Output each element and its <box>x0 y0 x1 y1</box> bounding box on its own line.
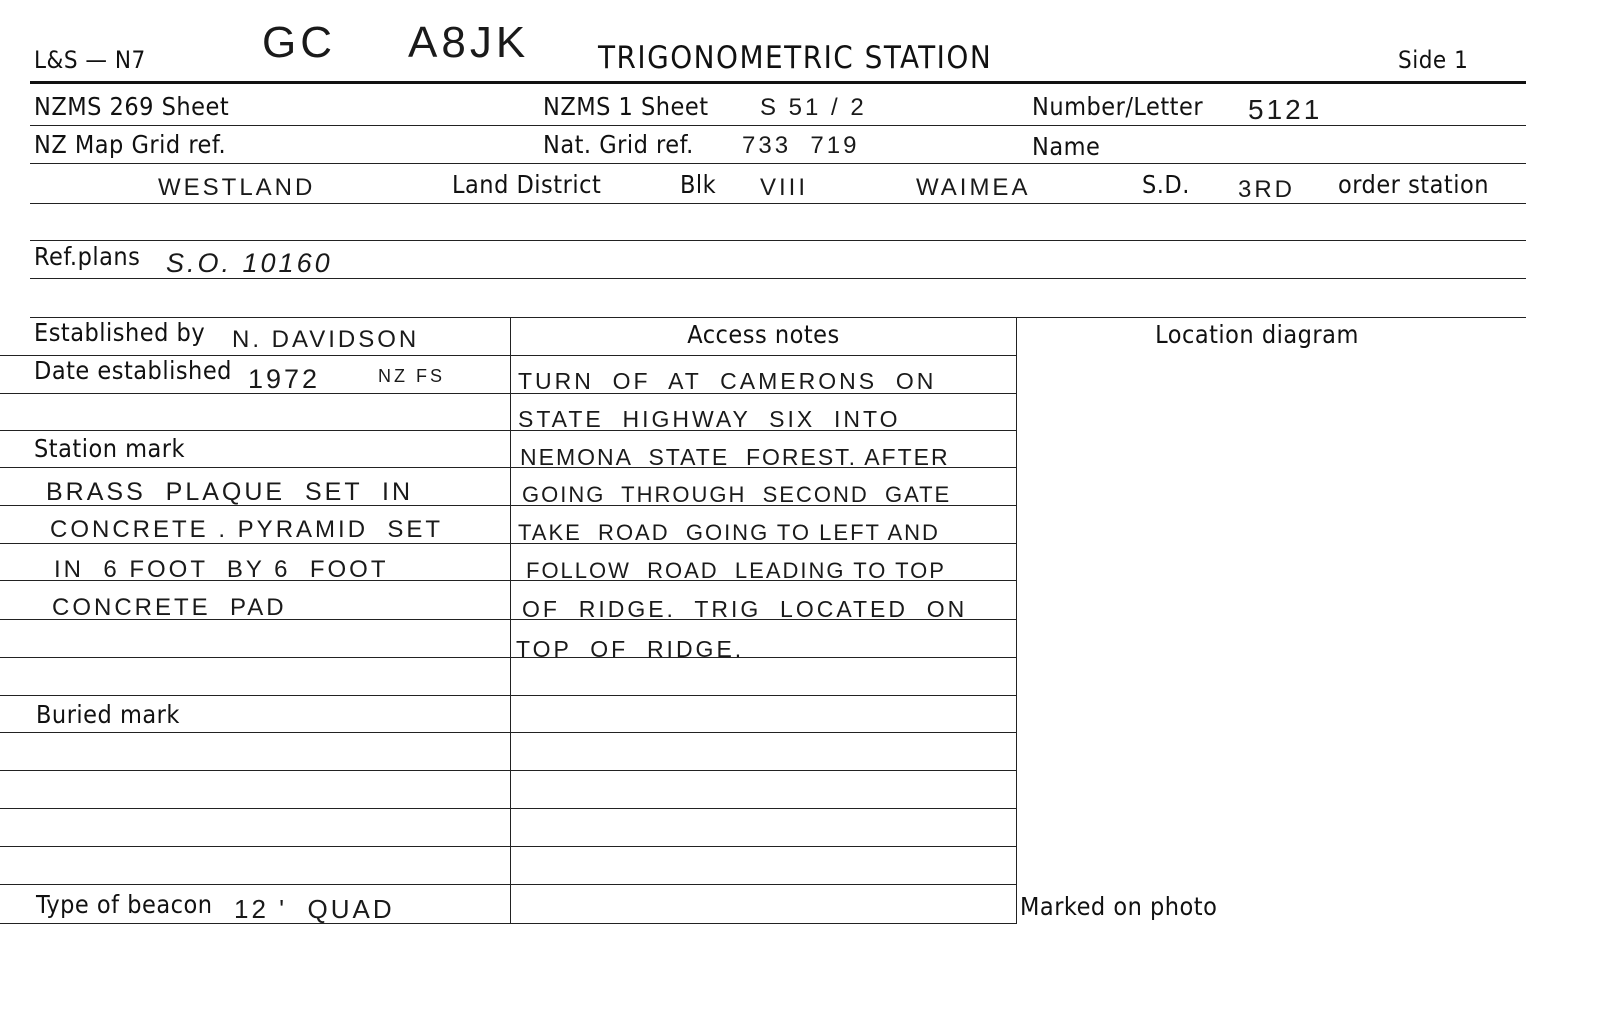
number-letter-value: 5121 <box>1248 94 1323 125</box>
row-rule <box>0 770 1017 771</box>
station-mark-line-1: BRASS PLAQUE SET IN <box>46 478 414 506</box>
row-rule <box>0 695 1017 696</box>
ref-plans-rule <box>30 278 1526 279</box>
access-notes-line-4: GOING THROUGH SECOND GATE <box>522 482 952 507</box>
type-of-beacon-label: Type of beacon <box>36 890 213 919</box>
station-mark-line-2: CONCRETE . PYRAMID SET <box>50 516 444 543</box>
column-divider-1 <box>510 317 511 924</box>
form-code: L&S — N7 <box>34 46 146 74</box>
access-notes-line-6: FOLLOW ROAD LEADING TO TOP <box>526 558 946 583</box>
row-rule <box>0 884 1017 885</box>
row1-rule <box>30 125 1526 126</box>
station-mark-line-3: IN 6 FOOT BY 6 FOOT <box>54 556 389 583</box>
sd-label: S.D. <box>1142 170 1190 199</box>
access-notes-line-3: NEMONA STATE FOREST. AFTER <box>520 444 950 470</box>
ref-plans-value: S.O. 10160 <box>166 248 333 278</box>
row-rule <box>0 732 1017 733</box>
row-rule <box>0 846 1017 847</box>
order-value: 3RD <box>1238 176 1296 203</box>
table-top-rule <box>30 317 1526 318</box>
blank-row-rule <box>30 240 1526 241</box>
nzms1-value: S 51 / 2 <box>760 94 867 121</box>
blk-label: Blk <box>680 170 717 199</box>
nat-grid-ref-label: Nat. Grid ref. <box>543 130 694 159</box>
land-district-label: Land District <box>452 170 602 199</box>
type-of-beacon-value: 12 ' QUAD <box>234 894 395 924</box>
map-grid-ref-label: NZ Map Grid ref. <box>34 130 227 159</box>
handwritten-code-a8jk: A8JK <box>408 18 530 67</box>
nzms269-label: NZMS 269 Sheet <box>34 92 230 121</box>
buried-mark-label: Buried mark <box>36 700 180 729</box>
order-station-label: order station <box>1338 170 1489 199</box>
ref-plans-label: Ref.plans <box>34 242 141 271</box>
name-label: Name <box>1032 132 1101 161</box>
date-established-value: 1972 <box>248 364 321 394</box>
table-bottom-rule <box>0 923 1017 924</box>
established-by-value: N. DAVIDSON <box>232 326 420 353</box>
access-notes-line-8: TOP OF RIDGE. <box>516 636 745 662</box>
date-established-label: Date established <box>34 356 232 385</box>
header-rule <box>30 81 1526 84</box>
side-indicator: Side 1 <box>1398 46 1469 74</box>
date-established-extra: NZ FS <box>378 366 445 386</box>
marked-on-photo-label: Marked on photo <box>1020 892 1218 921</box>
access-notes-line-5: TAKE ROAD GOING TO LEFT AND <box>518 520 940 545</box>
column-divider-2 <box>1016 317 1017 924</box>
handwritten-code-gc: GC <box>262 18 336 67</box>
access-notes-heading: Access notes <box>687 320 840 349</box>
survey-district-value: WAIMEA <box>916 174 1031 201</box>
land-district-value: WESTLAND <box>158 174 316 201</box>
location-diagram-heading: Location diagram <box>1155 320 1359 349</box>
nat-grid-ref-value: 733 719 <box>742 132 860 159</box>
row2-rule <box>30 163 1526 164</box>
number-letter-label: Number/Letter <box>1032 92 1204 121</box>
nzms1-label: NZMS 1 Sheet <box>543 92 709 121</box>
station-mark-label: Station mark <box>34 434 186 463</box>
row3-rule <box>30 203 1526 204</box>
station-mark-line-4: CONCRETE PAD <box>52 594 287 621</box>
blk-value: VIII <box>760 174 809 201</box>
established-by-label: Established by <box>34 318 206 347</box>
access-notes-line-7: OF RIDGE. TRIG LOCATED ON <box>522 596 968 622</box>
access-notes-line-1: TURN OF AT CAMERONS ON <box>518 368 937 394</box>
form-title: TRIGONOMETRIC STATION <box>598 40 993 76</box>
row-rule <box>0 808 1017 809</box>
row-rule <box>0 657 1017 658</box>
access-notes-line-2: STATE HIGHWAY SIX INTO <box>518 406 901 432</box>
